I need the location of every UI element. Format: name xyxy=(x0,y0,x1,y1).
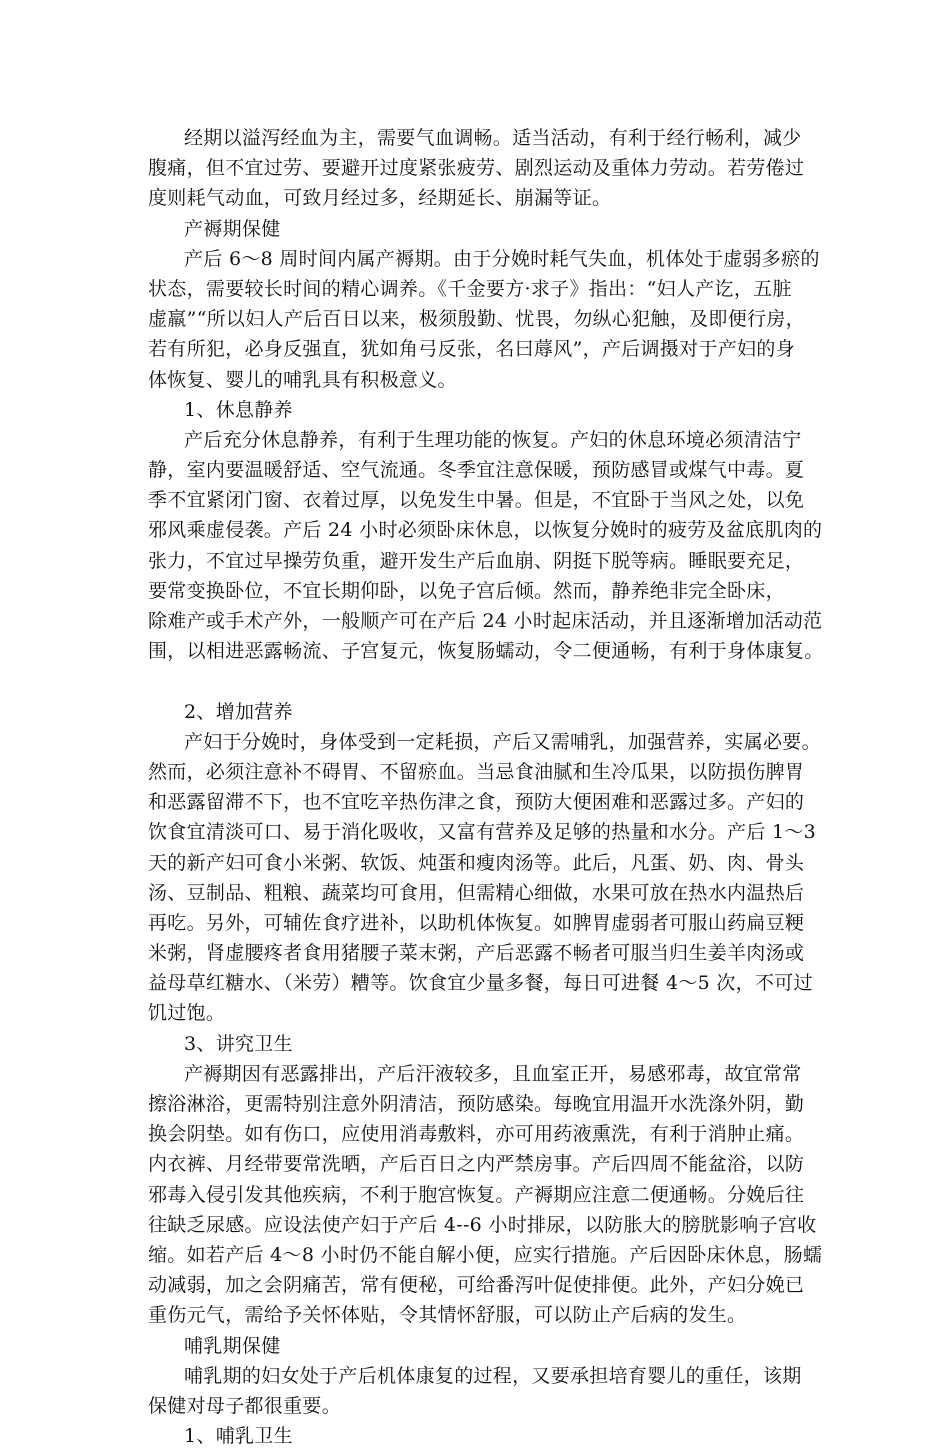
text-line: 往缺乏尿感。应设法使产妇于产后 4--6 小时排尿，以防胀大的膀胱影响子宫收 xyxy=(148,1213,817,1236)
text-line: 邪风乘虚侵袭。产后 24 小时必须卧床休息，以恢复分娩时的疲劳及盆底肌肉的 xyxy=(148,519,823,542)
text-line: 产褥期保健 xyxy=(184,217,281,240)
text-line: 虚羸”“所以妇人产后百日以来，极须殷勤、忧畏，勿纵心犯触，及即便行房， xyxy=(148,308,805,331)
text-line: 饥过饱。 xyxy=(148,1002,226,1025)
text-line: 1、休息静养 xyxy=(184,398,293,421)
text-line: 2、增加营养 xyxy=(184,700,293,723)
text-line: 季不宜紧闭门窗、衣着过厚，以免发生中暑。但是，不宜卧于当风之处，以免 xyxy=(148,489,805,512)
text-line: 益母草红糖水、（米劳）糟等。饮食宜少量多餐，每日可进餐 4～5 次，不可过 xyxy=(148,972,813,995)
text-line: 邪毒入侵引发其他疾病，不利于胞宫恢复。产褥期应注意二便通畅。分娩后往 xyxy=(148,1183,805,1206)
text-line: 静，室内要温暖舒适、空气流通。冬季宜注意保暖，预防感冒或煤气中毒。夏 xyxy=(148,459,805,482)
text-line: 动减弱，加之会阴痛苦，常有便秘，可给番泻叶促使排便。此外，产妇分娩已 xyxy=(148,1274,805,1297)
text-line: 要常变换卧位，不宜长期仰卧，以免子宫后倾。然而，静养绝非完全卧床， xyxy=(148,579,785,602)
text-line: 再吃。另外，可辅佐食疗进补，以助机体恢复。如脾胃虚弱者可服山药扁豆粳 xyxy=(148,911,805,934)
text-line: 哺乳期的妇女处于产后机体康复的过程，又要承担培育婴儿的重任，该期 xyxy=(184,1364,802,1387)
text-line: 擦浴淋浴，更需特别注意外阴清洁，预防感染。每晚宜用温开水洗涤外阴，勤 xyxy=(148,1093,805,1115)
text-line: 产后充分休息静养，有利于生理功能的恢复。产妇的休息环境必须清洁宁 xyxy=(184,428,802,451)
text-line: 和恶露留滞不下，也不宜吃辛热伤津之食，预防大便困难和恶露过多。产妇的 xyxy=(148,791,805,814)
text-line: 腹痛，但不宜过劳、要避开过度紧张疲劳、剧烈运动及重体力劳动。若劳倦过 xyxy=(148,157,805,180)
blank-line xyxy=(148,666,820,696)
text-line: 缩。如若产后 4～8 小时仍不能自解小便，应实行措施。产后因卧床休息，肠蠕 xyxy=(148,1243,823,1266)
text-line: 重伤元气，需给予关怀体贴，令其情怀舒服，可以防止产后病的发生。 xyxy=(148,1304,747,1327)
text-line: 米粥，肾虚腰疼者食用猪腰子菜末粥，产后恶露不畅者可服当归生姜羊肉汤或 xyxy=(148,942,805,965)
text-line: 内衣裤、月经带要常洗晒，产后百日之内严禁房事。产后四周不能盆浴，以防 xyxy=(148,1153,805,1176)
text-line: 经期以溢泻经血为主，需要气血调畅。适当活动，有利于经行畅利，减少 xyxy=(184,127,802,149)
text-line: 换会阴垫。如有伤口，应使用消毒敷料，亦可用药液熏洗，有利于消肿止痛。 xyxy=(148,1123,805,1146)
text-line: 天的新产妇可食小米粥、软饭、炖蛋和瘦肉汤等。此后，凡蛋、奶、肉、骨头 xyxy=(148,851,805,874)
text-line: 若有所犯，必身反强直，犹如角弓反张，名曰蓐风”，产后调摄对于产妇的身 xyxy=(148,338,795,361)
text-line: 饮食宜清淡可口、易于消化吸收，又富有营养及足够的热量和水分。产后 1～3 xyxy=(148,821,817,844)
text-line: 产褥期因有恶露排出，产后汗液较多，且血室正开，易感邪毒，故宜常常 xyxy=(184,1062,802,1085)
text-line: 体恢复、婴儿的哺乳具有积极意义。 xyxy=(148,368,457,391)
text-line: 产妇于分娩时，身体受到一定耗损，产后又需哺乳，加强营养，实属必要。 xyxy=(184,730,821,753)
text-line: 状态，需要较长时间的精心调养。《千金要方·求子》指出：“妇人产讫，五脏 xyxy=(148,277,792,300)
text-line: 产后 6～8 周时间内属产褥期。由于分娩时耗气失血，机体处于虚弱多瘀的 xyxy=(184,247,820,270)
text-line: 度则耗气动血，可致月经过多，经期延长、崩漏等证。 xyxy=(148,187,612,210)
text-line: 然而，必须注意补不碍胃、不留瘀血。当忌食油腻和生冷瓜果，以防损伤脾胃 xyxy=(148,760,805,783)
text-line: 除难产或手术产外，一般顺产可在产后 24 小时起床活动，并且逐渐增加活动范 xyxy=(148,610,823,632)
text-line: 围，以相进恶露畅流、子宫复元，恢复肠蠕动，令二便通畅，有利于身体康复。 xyxy=(148,640,824,663)
text-line: 保健对母子都很重要。 xyxy=(148,1394,342,1417)
text-line: 张力，不宜过早操劳负重，避开发生产后血崩、阴挺下脱等病。睡眠要充足， xyxy=(148,549,805,572)
document-page xyxy=(148,123,824,1451)
text-line: 汤、豆制品、粗粮、蔬菜均可食用，但需精心细做，水果可放在热水内温热后 xyxy=(148,881,805,904)
text-line: 1、哺乳卫生 xyxy=(184,1425,293,1448)
text-line: 3、讲究卫生 xyxy=(184,1032,293,1055)
text-line: 哺乳期保健 xyxy=(184,1334,281,1357)
